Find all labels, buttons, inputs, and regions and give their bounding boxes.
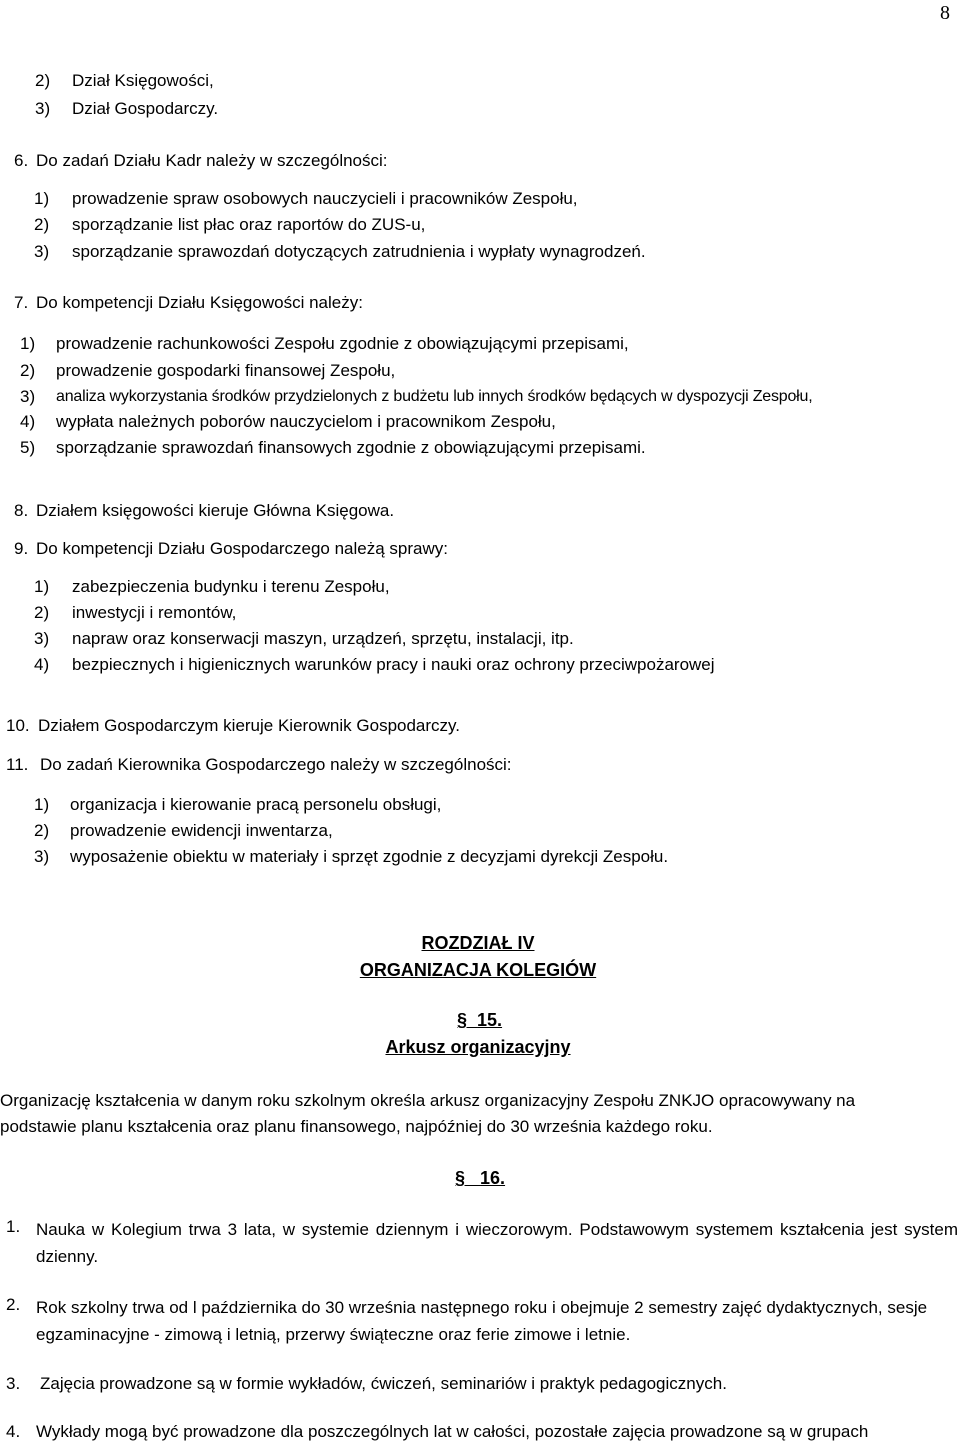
list-item-text: napraw oraz konserwacji maszyn, urządzeń, sprzętu, instalacji, itp. xyxy=(72,629,574,648)
section-number: 7. xyxy=(14,293,29,312)
list-item-number: 2) xyxy=(20,361,36,380)
paragraph-number: 16. xyxy=(480,1168,506,1188)
list-item-number: 3) xyxy=(20,387,36,406)
list-item-text: wyposażenie obiektu w materiały i sprzęt zgodnie z decyzjami dyrekcji Zespołu. xyxy=(70,847,669,866)
list-item-number: 4) xyxy=(34,655,50,674)
section-heading: Do kompetencji Działu Księgowości należy: xyxy=(36,293,363,312)
list-item-number: 3) xyxy=(35,99,51,118)
list-item-text: prowadzenie rachunkowości Zespołu zgodnie z obowiązującymi przepisami, xyxy=(56,334,629,353)
section-number: 6. xyxy=(14,151,29,170)
list-item-text: Wykłady mogą być prowadzone dla poszczególnych lat w całości, pozostałe zajęcia prowadzone są w grupach xyxy=(36,1422,869,1441)
list-item-text: Rok szkolny trwa od l października do 30 września następnego roku i obejmuje 2 semestry zajęć dydaktycznych, sesje egzaminacyjne - zimową i letnią, przerwy świąteczne oraz ferie zimowe i letnie. xyxy=(36,1298,928,1344)
list-item-number: 2) xyxy=(34,603,50,622)
paragraph-number: 15. xyxy=(477,1010,503,1030)
list-item-text: zabezpieczenia budynku i terenu Zespołu, xyxy=(72,577,390,596)
paragraph-heading xyxy=(457,1009,502,1031)
list-item-number: 1) xyxy=(20,334,36,353)
list-item-number: 4) xyxy=(20,412,36,431)
list-item-text: sporządzanie sprawozdań dotyczących zatrudnienia i wypłaty wynagrodzeń. xyxy=(72,242,646,261)
list-item-text: sporządzanie sprawozdań finansowych zgodnie z obowiązującymi przepisami. xyxy=(56,438,646,457)
list-item-text: organizacja i kierowanie pracą personelu obsługi, xyxy=(70,795,442,814)
list-item-number: 5) xyxy=(20,438,36,457)
list-item-text: wypłata należnych poborów nauczycielom i pracownikom Zespołu, xyxy=(56,412,556,431)
paragraph-title: Arkusz organizacyjny xyxy=(385,1037,571,1057)
list-item-text: prowadzenie spraw osobowych nauczycieli i pracowników Zespołu, xyxy=(72,189,578,208)
list-item-text: Zajęcia prowadzone są w formie wykładów, ćwiczeń, seminariów i praktyk pedagogicznych. xyxy=(40,1374,727,1393)
list-item-number: 1) xyxy=(34,577,50,596)
list-item-text: analiza wykorzystania środków przydzielonych z budżetu lub innych środków będących w dyspozycji Zespołu, xyxy=(56,388,813,405)
paragraph-text: Organizację kształcenia w danym roku szkolnym określa arkusz organizacyjny Zespołu ZNKJO opracowywany na podstawie planu kształcenia oraz planu finansowego, najpóźniej do 30 września każdego roku. xyxy=(0,1091,856,1136)
list-item-text: bezpiecznych i higienicznych warunków pracy i nauki oraz ochrony przeciwpożarowej xyxy=(72,655,715,674)
paragraph-sign: § xyxy=(455,1168,466,1188)
paragraph-heading xyxy=(455,1167,505,1189)
list-item-text: Dział Księgowości, xyxy=(72,71,214,90)
chapter-title: ROZDZIAŁ IV xyxy=(421,933,535,953)
list-item-text: inwestycji i remontów, xyxy=(72,603,237,622)
section-heading: Do zadań Działu Kadr należy w szczególności: xyxy=(36,151,388,170)
list-item-number: 3) xyxy=(34,242,50,261)
list-item-number: 2) xyxy=(34,821,50,840)
section-number: 11. xyxy=(6,755,29,774)
section-number: 9. xyxy=(14,539,29,558)
list-item-number: 3. xyxy=(6,1374,21,1393)
list-item-number: 1) xyxy=(34,795,50,814)
list-item-number: 3) xyxy=(34,629,50,648)
section-number: 8. xyxy=(14,501,29,520)
section-text: Działem księgowości kieruje Główna Księgowa. xyxy=(36,501,395,520)
list-item-number: 3) xyxy=(34,847,50,866)
list-item-text: Dział Gospodarczy. xyxy=(72,99,219,118)
section-number: 10. xyxy=(6,716,30,735)
list-item-number: 2. xyxy=(6,1295,21,1314)
list-item-number: 1) xyxy=(34,189,50,208)
section-text: Działem Gospodarczym kieruje Kierownik Gospodarczy. xyxy=(38,716,461,735)
list-item-text: sporządzanie list płac oraz raportów do ZUS-u, xyxy=(72,215,426,234)
list-item-number: 4. xyxy=(6,1422,21,1441)
list-item-text: prowadzenie ewidencji inwentarza, xyxy=(70,821,333,840)
page-number: 8 xyxy=(940,2,950,24)
list-item-text: prowadzenie gospodarki finansowej Zespołu, xyxy=(56,361,396,380)
list-item-number: 1. xyxy=(6,1217,21,1236)
paragraph-sign: § xyxy=(457,1010,468,1030)
chapter-subtitle: ORGANIZACJA KOLEGIÓW xyxy=(359,960,597,980)
list-item-number: 2) xyxy=(34,215,50,234)
list-item-number: 2) xyxy=(35,71,51,90)
list-item-text: Nauka w Kolegium trwa 3 lata, w systemie dziennym i wieczorowym. Podstawowym systemem kształcenia jest system dzienny. xyxy=(36,1220,958,1266)
section-heading: Do zadań Kierownika Gospodarczego należy w szczególności: xyxy=(40,755,512,774)
section-heading: Do kompetencji Działu Gospodarczego należą sprawy: xyxy=(36,539,448,558)
